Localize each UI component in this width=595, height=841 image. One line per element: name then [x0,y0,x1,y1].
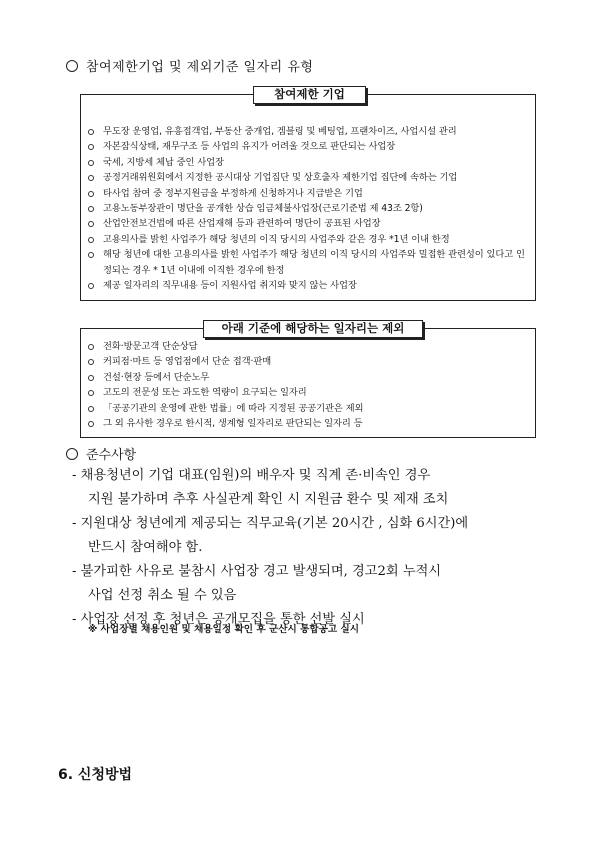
restricted-companies-title: 참여제한 기업 [253,86,366,104]
compliance-line: - 불가피한 사유로 불참시 사업장 경고 발생되며, 경고2회 누적시 [72,564,442,579]
section-6-heading: 6. 신청방법 [58,767,133,783]
list-item: 제공 일자리의 직무내용 등이 지원사업 취지와 맞지 않는 사업장 [87,278,532,293]
small-circle-bullet-icon [88,144,94,150]
small-circle-bullet-icon [88,375,94,381]
list-item: 「공공기관의 운영에 관한 법률」에 따라 지정된 공공기관은 제외 [87,401,532,416]
small-circle-bullet-icon [88,252,94,258]
circle-bullet-icon [66,60,78,72]
list-item: 고용노동부장관이 명단을 공개한 상습 임금체불사업장(근로기준법 제 43조 2항) [87,201,532,216]
small-circle-bullet-icon [88,221,94,227]
restricted-companies-list [87,124,532,294]
small-circle-bullet-icon [88,421,94,427]
list-item: 고도의 전문성 또는 과도한 역량이 요구되는 일자리 [87,385,532,400]
list-item: 커피점·마트 등 영업점에서 단순 접객·판매 [87,354,532,369]
list-item: 그 외 유사한 경우로 한시적, 생계형 일자리로 판단되는 일자리 등 [87,416,532,431]
small-circle-bullet-icon [88,160,94,166]
participation-heading-text: 참여제한기업 및 제외기준 일자리 유형 [86,60,314,75]
small-circle-bullet-icon [88,390,94,396]
list-item: 타사업 참여 중 정부지원금을 부정하게 신청하거나 지급받은 기업 [87,186,532,201]
small-circle-bullet-icon [88,283,94,289]
list-item: 무도장 운영업, 유흥접객업, 부동산 중개업, 겜블링 및 베팅업, 프랜차이즈, 사업시설 관리 [87,124,532,139]
participation-section-heading [66,56,313,75]
excluded-jobs-title: 아래 기준에 해당하는 일자리는 제외 [203,320,423,338]
list-item: 해당 청년에 대한 고용의사를 밝힌 사업주가 해당 청년의 이직 당시의 사업주와 밀접한 관련성이 있다고 인정되는 경우 * 1년 이내에 이직한 경우에 한정 [87,247,532,278]
small-circle-bullet-icon [88,129,94,135]
compliance-line: - 채용청년이 기업 대표(임원)의 배우자 및 직계 존·비속인 경우 [72,468,431,483]
list-item: 산업안전보건법에 따른 산업재해 등과 관련하여 명단이 공표된 사업장 [87,216,532,231]
small-circle-bullet-icon [88,344,94,350]
compliance-line: 반드시 참여해야 함. [88,540,203,555]
notice-note: ※ 사업장별 채용인원 및 채용일정 확인 후 군산시 통합공고 실시 [88,624,360,635]
list-item: 건설·현장 등에서 단순노무 [87,370,532,385]
excluded-jobs-list [87,339,532,431]
list-item: 자본잠식상태, 재무구조 등 사업의 유지가 어려울 것으로 판단되는 사업장 [87,139,532,154]
list-item: 공정거래위원회에서 지정한 공시대상 기업집단 및 상호출자 제한기업 집단에 속하는 기업 [87,170,532,185]
compliance-heading: 준수사항 [66,444,136,463]
compliance-line: 지원 불가하며 추후 사실관계 확인 시 지원금 환수 및 제재 조치 [88,492,449,507]
small-circle-bullet-icon [88,359,94,365]
small-circle-bullet-icon [88,406,94,412]
compliance-line: - 지원대상 청년에게 제공되는 직무교육(기본 20시간 , 심화 6시간)에 [72,516,469,531]
list-item: 국세, 지방세 체납 중인 사업장 [87,155,532,170]
compliance-line: - 사업장 선정 후 청년은 공개모집을 통한 선발 실시 [72,612,365,627]
list-item: 전화·방문고객 단순상담 [87,339,532,354]
small-circle-bullet-icon [88,191,94,197]
small-circle-bullet-icon [88,206,94,212]
small-circle-bullet-icon [88,175,94,181]
small-circle-bullet-icon [88,237,94,243]
circle-bullet-icon [66,448,78,460]
compliance-line: 사업 선정 취소 될 수 있음 [88,588,237,603]
list-item: 고용의사를 밝힌 사업주가 해당 청년의 이직 당시의 사업주와 같은 경우 *1년 이내 한정 [87,232,532,247]
